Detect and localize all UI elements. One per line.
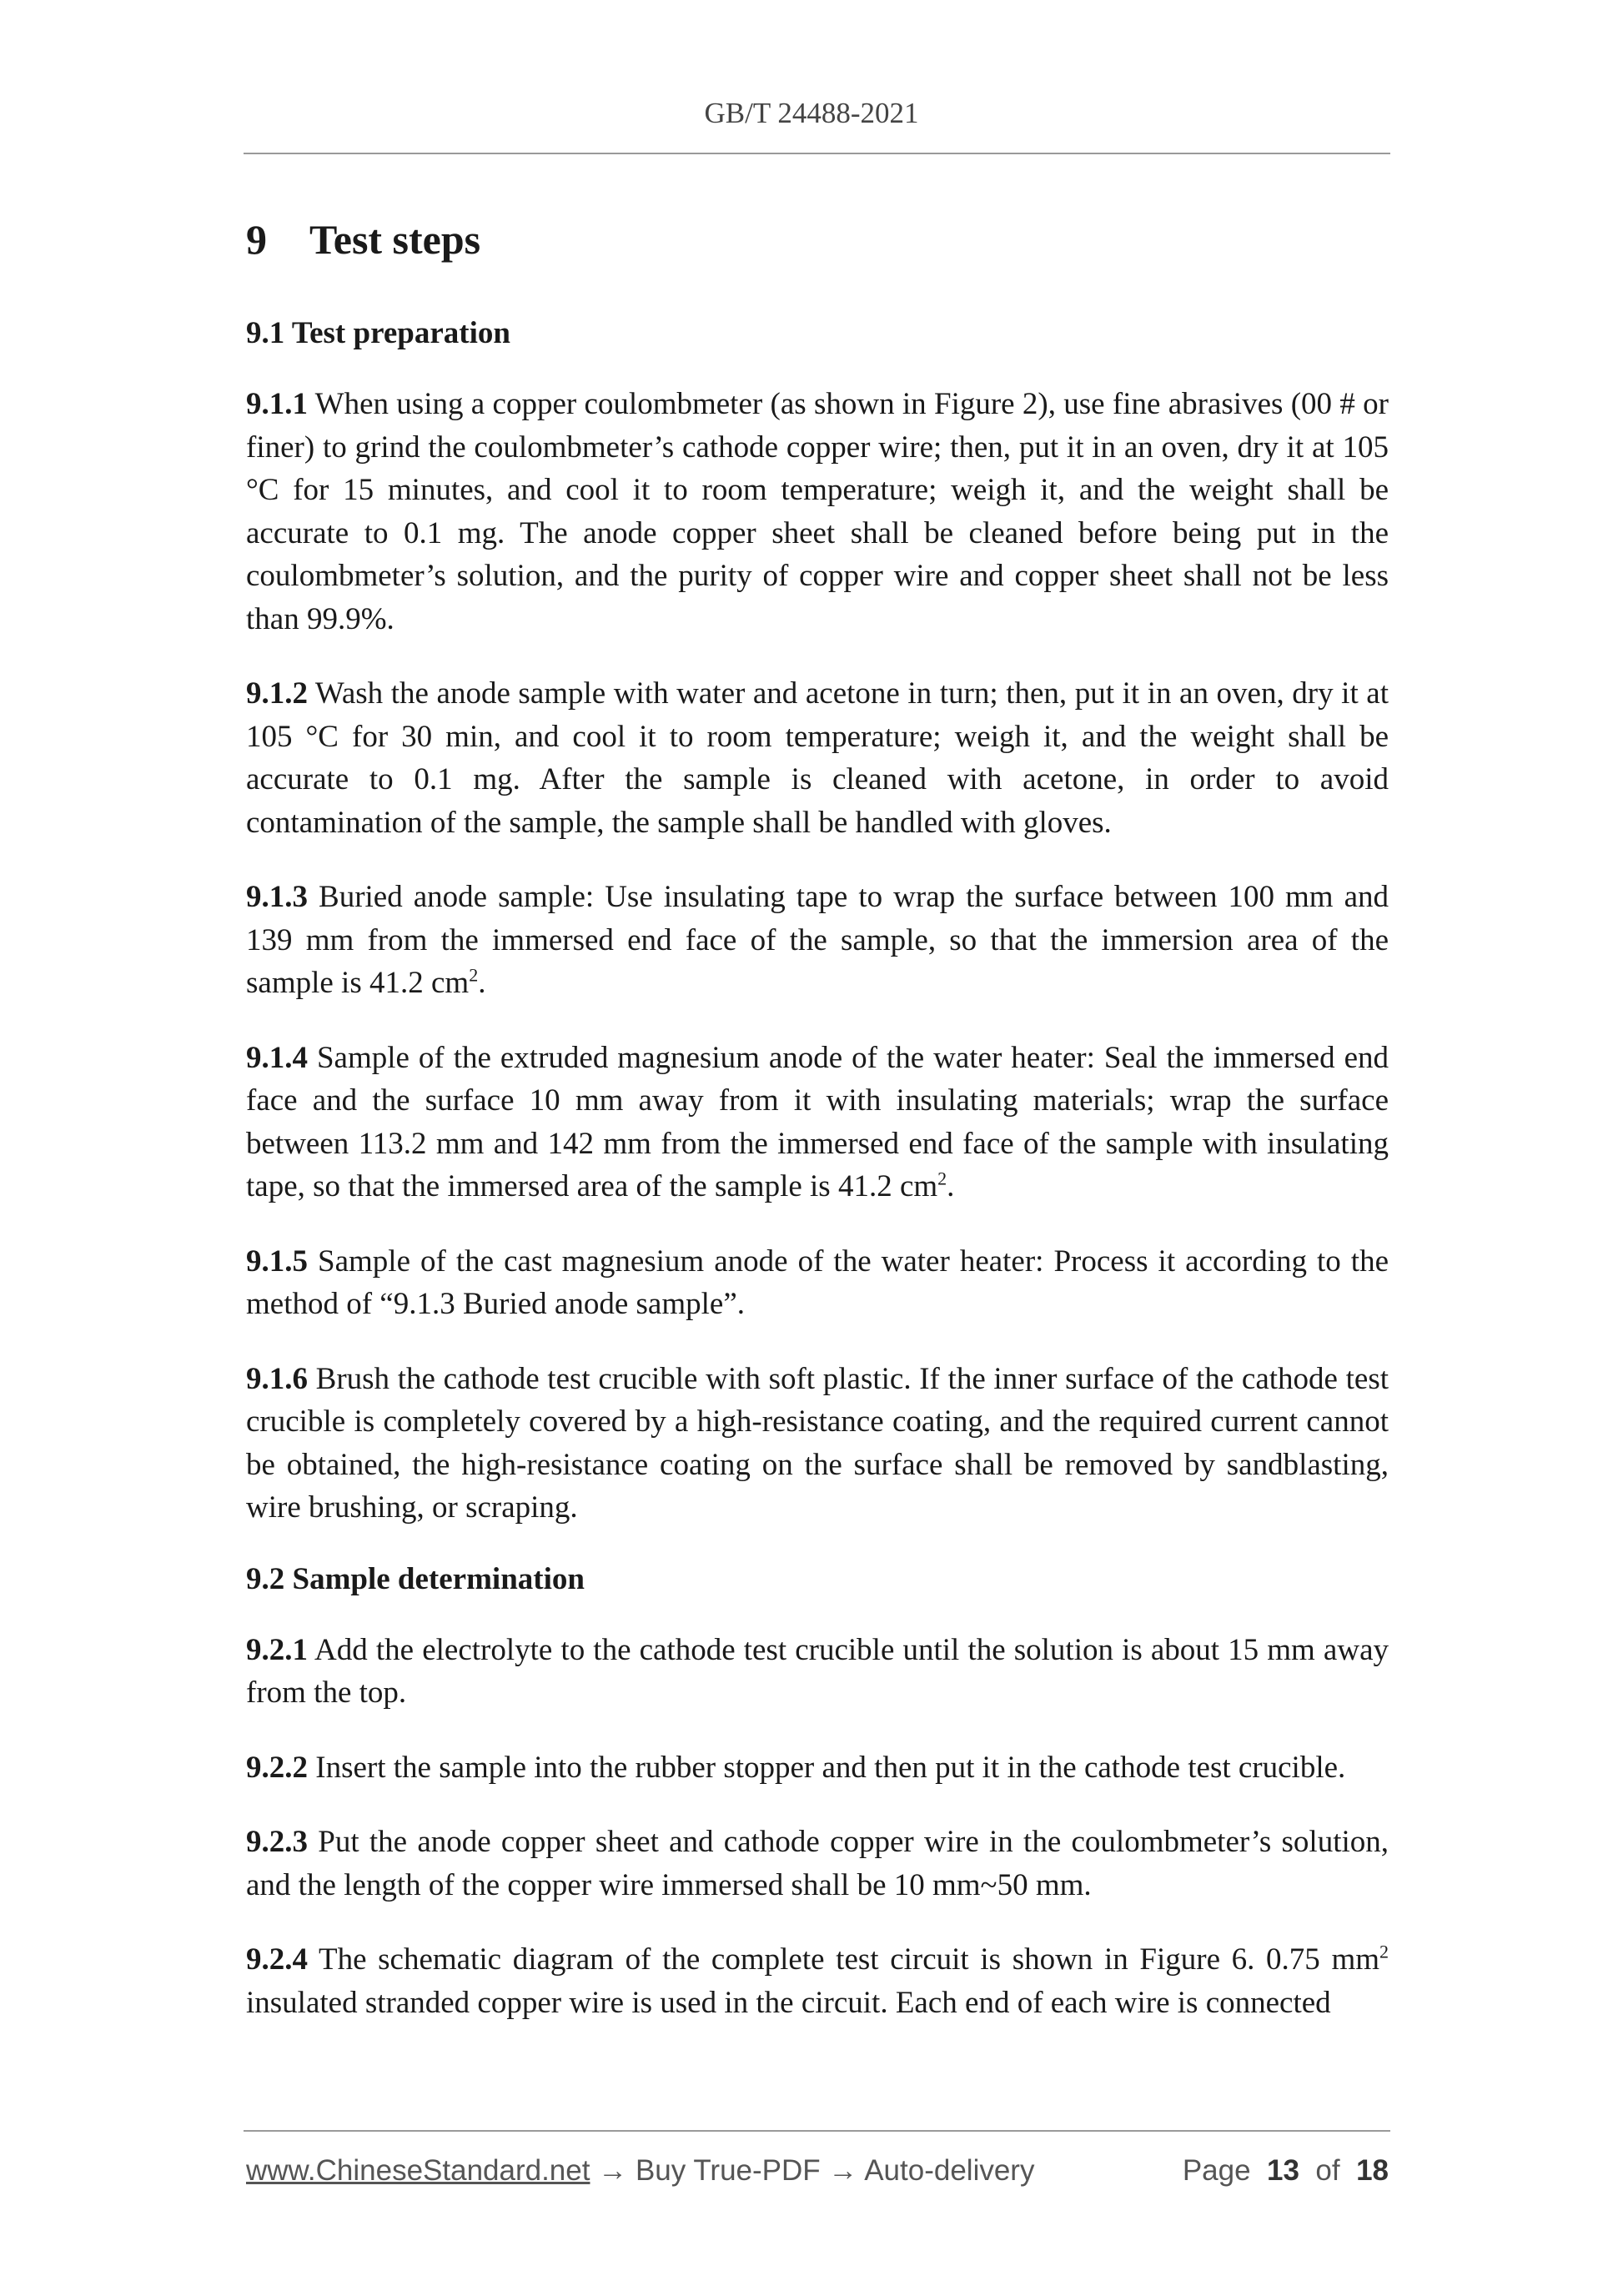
clause-number: 9.2.3 — [246, 1825, 308, 1859]
clause-9-1-5 — [246, 1240, 1389, 1326]
page-body — [246, 215, 1389, 2056]
clause-text: Buried anode sample: Use insulating tape to wrap the surface between 100 mm and 139 mm from the immersed end face of the sample, so that the immersion area of the sample is 41.2 cm — [246, 880, 1389, 1000]
clause-9-2-2 — [246, 1746, 1389, 1790]
clause-text: Add the electrolyte to the cathode test crucible until the solution is about 15 mm away from the top. — [246, 1632, 1389, 1710]
clause-number: 9.2.1 — [246, 1632, 308, 1667]
current-page: 13 — [1267, 2154, 1299, 2187]
clause-text: Insert the sample into the rubber stopper and then put it in the cathode test crucible. — [308, 1750, 1346, 1785]
footer-divider — [244, 2130, 1390, 2132]
superscript: 2 — [937, 1168, 947, 1189]
superscript: 2 — [1379, 1941, 1389, 1962]
clause-number: 9.1.3 — [246, 880, 308, 914]
clause-9-1-2 — [246, 672, 1389, 844]
clause-9-2-4 — [246, 1938, 1389, 2024]
clause-9-2-1 — [246, 1629, 1389, 1715]
total-pages: 18 — [1356, 2154, 1389, 2187]
page-label: Page — [1182, 2154, 1251, 2187]
clause-text: Brush the cathode test crucible with soft plastic. If the inner surface of the cathode test crucible is completely covered by a high-resistance coating, and the required current cannot be obtained, the high-resistance coating on the surface shall be removed by sandblasting, wire brushing, or scraping. — [246, 1361, 1389, 1525]
clause-text-tail: . — [478, 966, 486, 1000]
clause-number: 9.2.2 — [246, 1750, 308, 1785]
clause-text: When using a copper coulombmeter (as shown in Figure 2), use fine abrasives (00 # or finer) to grind the coulombmeter’s cathode copper wire; then, put it in an oven, dry it at 105 °C for 15 minutes, and cool it to room temperature; weigh it, and the weight shall be accurate to 0.1 mg. The anode copper sheet shall be cleaned before being put in the coulombmeter’s solution, and the purity of copper wire and copper sheet shall not be less than 99.9%. — [246, 387, 1389, 636]
site-link[interactable]: www.ChineseStandard.net — [246, 2154, 590, 2187]
clause-9-1-3 — [246, 876, 1389, 1005]
clause-9-1-4 — [246, 1037, 1389, 1208]
footer-links — [246, 2154, 1034, 2188]
section-number: 9 — [246, 216, 267, 263]
arrow-right-icon: → — [598, 2154, 628, 2187]
page-indicator — [1183, 2154, 1389, 2188]
section-heading — [246, 215, 1389, 264]
clause-text: The schematic diagram of the complete test circuit is shown in Figure 6. 0.75 mm — [308, 1942, 1379, 1977]
clause-number: 9.1.1 — [246, 387, 308, 421]
clause-number: 9.1.6 — [246, 1361, 308, 1396]
document-id: GB/T 24488-2021 — [704, 97, 919, 129]
buy-true-pdf-text: Buy True-PDF — [635, 2154, 821, 2187]
clause-text: Put the anode copper sheet and cathode copper wire in the coulombmeter’s solution, and the length of the copper wire immersed shall be 10 mm~50 mm. — [246, 1825, 1389, 1902]
clause-9-1-1 — [246, 383, 1389, 641]
clause-text-tail: . — [947, 1169, 955, 1203]
clause-number: 9.2.4 — [246, 1942, 308, 1977]
page-of-label: of — [1315, 2154, 1340, 2187]
auto-delivery-text: Auto-delivery — [864, 2154, 1035, 2187]
subsection-heading-9-2: 9.2 Sample determination — [246, 1561, 585, 1596]
clause-text: Sample of the cast magnesium anode of the water heater: Process it according to the method of “9.1.3 Buried anode sample”. — [246, 1243, 1389, 1321]
clause-text: Wash the anode sample with water and acetone in turn; then, put it in an oven, dry it at 105 °C for 30 min, and cool it to room temperature; weigh it, and the weight shall be accurate to 0.1 mg. After the sample is cleaned with acetone, in order to avoid contamination of the sample, the sample shall be handled with gloves. — [246, 676, 1389, 840]
clause-text-tail: insulated stranded copper wire is used in the circuit. Each end of each wire is connected — [246, 1985, 1331, 2020]
subsection-heading-9-1: 9.1 Test preparation — [246, 316, 510, 350]
clause-number: 9.1.4 — [246, 1040, 308, 1075]
clause-9-1-6 — [246, 1358, 1389, 1530]
section-title: Test steps — [309, 216, 481, 263]
arrow-right-icon: → — [828, 2154, 858, 2187]
header-divider — [244, 153, 1390, 154]
page-header — [0, 97, 1623, 130]
superscript: 2 — [469, 964, 479, 986]
clause-number: 9.1.2 — [246, 676, 308, 711]
clause-number: 9.1.5 — [246, 1243, 308, 1279]
clause-text: Sample of the extruded magnesium anode of the water heater: Seal the immersed end face and the surface 10 mm away from it with insulating materials; wrap the surface between 113.2 mm and 142 mm from the immersed end face of the sample with insulating tape, so that the immersed area of the sample is 41.2 cm — [246, 1040, 1389, 1203]
clause-9-2-3 — [246, 1821, 1389, 1907]
